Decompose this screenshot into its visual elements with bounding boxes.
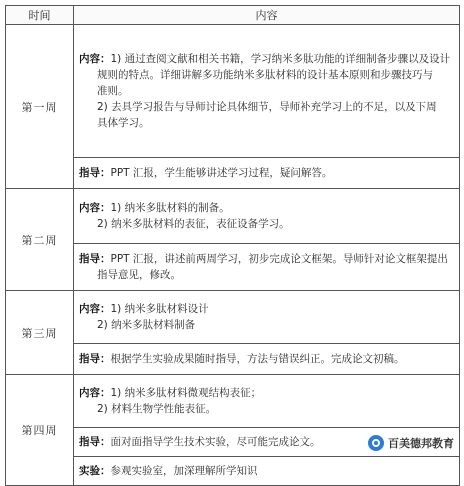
content-line: 1) 纳米多肽材料设计 [110, 303, 209, 315]
guide-line: PPT 汇报，讲述前两周学习，初步完成论文框架。导师针对论文框架提出 [110, 253, 448, 265]
week2-guide-row [6, 244, 460, 291]
guide-line: 面对面指导学生技术实验，尽可能完成论文。 [110, 436, 321, 448]
experiment-line: 参观实验室，加深理解所学知识 [110, 465, 258, 477]
content-line: 1) 纳米多肽材料微观结构表征； [110, 387, 262, 399]
week3-guide [74, 344, 460, 375]
week4-content-row [6, 375, 460, 428]
week2-content-row [6, 189, 460, 244]
content-line: 2) 纳米多肽材料制备 [97, 319, 196, 331]
week1-label: 第一周 [6, 25, 74, 189]
week3-label: 第三周 [6, 291, 74, 375]
week2-label: 第二周 [6, 189, 74, 291]
week4-exp-row [6, 457, 460, 486]
content-line: 准则。 [97, 85, 129, 97]
content-line: 1) 通过查阅文献和相关书籍，学习纳米多肽功能的详细制备步骤以及设计 [110, 53, 451, 65]
content-line: 2) 去具学习报告与导师讨论具体细节，导师补充学习上的不足，以及下周 [97, 101, 437, 113]
circle-logo-icon [368, 435, 384, 451]
guide-label: 指导： [79, 167, 111, 179]
guide-line: 根据学生实验成果随时指导，方法与错误纠正。完成论文初稿。 [110, 353, 405, 365]
header-time: 时间 [6, 6, 74, 25]
week3-content [74, 291, 460, 344]
guide-label: 指导： [79, 436, 111, 448]
watermark [364, 433, 458, 453]
week4-experiment [74, 457, 460, 486]
content-line: 具体学习。 [97, 117, 150, 129]
content-line: 2) 材料生物学性能表征。 [97, 403, 217, 415]
guide-line: 指导意见，修改。 [97, 269, 181, 281]
week4-content [74, 375, 460, 428]
content-label: 内容： [79, 202, 111, 214]
watermark-text: 百美德邦教育 [388, 437, 454, 450]
week1-guide-row [6, 158, 460, 189]
week4-label: 第四周 [6, 375, 74, 486]
guide-label: 指导： [79, 353, 111, 365]
week2-guide [74, 244, 460, 291]
schedule-table [5, 5, 460, 486]
content-label: 内容： [79, 53, 111, 65]
content-line: 1) 纳米多肽材料的制备。 [110, 202, 230, 214]
experiment-label: 实验： [79, 465, 111, 477]
header-row [6, 6, 460, 25]
content-label: 内容： [79, 387, 111, 399]
content-line: 规则的特点。详细讲解多功能纳米多肽材料的设计基本原则和步骤技巧与 [97, 69, 433, 81]
guide-label: 指导： [79, 253, 111, 265]
week2-content [74, 189, 460, 244]
guide-line: PPT 汇报，学生能够讲述学习过程，疑问解答。 [110, 167, 333, 179]
week3-content-row [6, 291, 460, 344]
header-content: 内容 [74, 6, 460, 25]
week3-guide-row [6, 344, 460, 375]
week1-content-row [6, 25, 460, 158]
week1-guide [74, 158, 460, 189]
week1-content [74, 25, 460, 158]
content-line: 2) 纳米多肽材料的表征，表征设备学习。 [97, 218, 290, 230]
content-label: 内容： [79, 303, 111, 315]
